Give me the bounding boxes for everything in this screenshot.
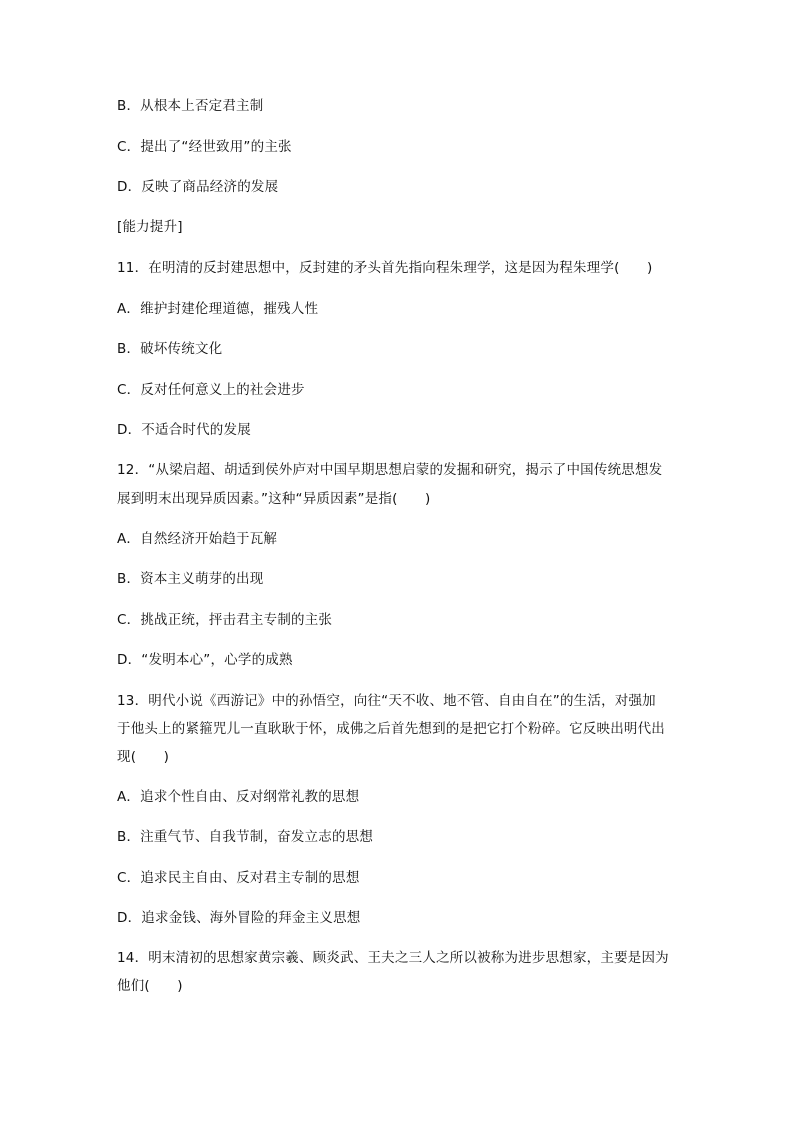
question-14-line1: 14．明末清初的思想家黄宗羲、顾炎武、王夫之三人之所以被称为进步思想家，主要是因为 bbox=[117, 950, 669, 966]
option-d-q11: D．不适合时代的发展 bbox=[117, 422, 251, 438]
option-b-q10: B．从根本上否定君主制 bbox=[117, 98, 264, 114]
option-b-q13: B．注重气节、自我节制，奋发立志的思想 bbox=[117, 829, 374, 845]
option-a-q11: A．维护封建伦理道德，摧残人性 bbox=[117, 301, 319, 317]
option-c-q12: C．挑战正统，抨击君主专制的主张 bbox=[117, 612, 333, 628]
question-12-line2: 展到明末出现异质因素。”这种“异质因素”是指( ) bbox=[117, 491, 431, 507]
option-a-q12: A．自然经济开始趋于瓦解 bbox=[117, 531, 278, 547]
option-d-q10: D．反映了商品经济的发展 bbox=[117, 179, 279, 195]
option-d-q12: D．“发明本心”，心学的成熟 bbox=[117, 652, 293, 668]
question-11: 11．在明清的反封建思想中，反封建的矛头首先指向程朱理学，这是因为程朱理学( ) bbox=[117, 260, 653, 276]
question-13-line1: 13．明代小说《西游记》中的孙悟空，向往“天不收、地不管、自由自在”的生活，对强加 bbox=[117, 693, 656, 709]
option-c-q11: C．反对任何意义上的社会进步 bbox=[117, 382, 305, 398]
question-13-line2: 于他头上的紧箍咒儿一直耿耿于怀，成佛之后首先想到的是把它打个粉碎。它反映出明代出 bbox=[117, 721, 665, 737]
option-c-q10: C．提出了“经世致用”的主张 bbox=[117, 139, 292, 155]
question-12-line1: 12．“从梁启超、胡适到侯外庐对中国早期思想启蒙的发掘和研究，揭示了中国传统思想发 bbox=[117, 462, 663, 478]
option-d-q13: D．追求金钱、海外冒险的拜金主义思想 bbox=[117, 910, 361, 926]
option-a-q13: A．追求个性自由、反对纲常礼教的思想 bbox=[117, 789, 360, 805]
section-heading: [能力提升] bbox=[117, 219, 183, 235]
question-13-line3: 现( ) bbox=[117, 749, 170, 765]
option-b-q11: B．破坏传统文化 bbox=[117, 341, 223, 357]
question-14-line2: 他们( ) bbox=[117, 978, 183, 994]
option-b-q12: B．资本主义萌芽的出现 bbox=[117, 571, 264, 587]
option-c-q13: C．追求民主自由、反对君主专制的思想 bbox=[117, 870, 360, 886]
